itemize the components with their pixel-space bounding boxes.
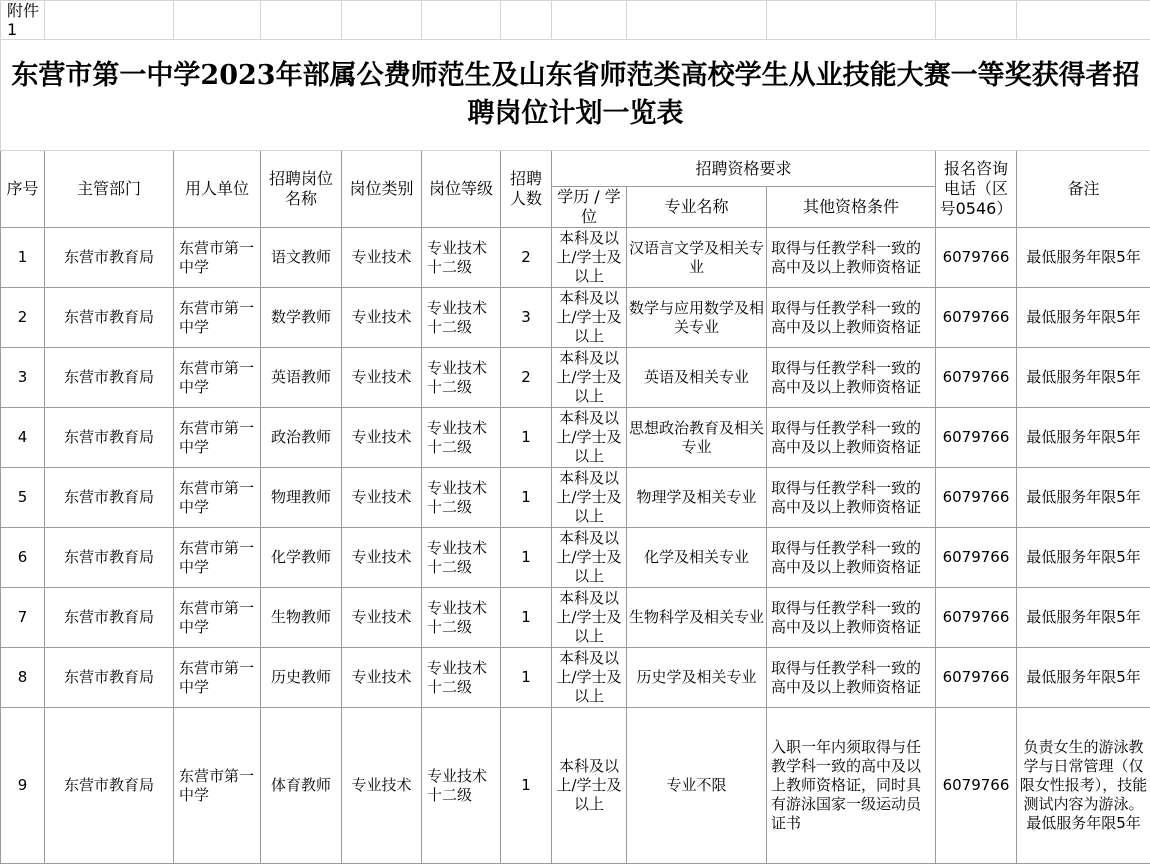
remarks-cell: 最低服务年限5年: [1017, 288, 1150, 348]
remarks-cell: 最低服务年限5年: [1017, 648, 1150, 708]
employer-cell: 东营市第一中学: [174, 228, 261, 288]
phone-cell: 6079766: [936, 588, 1017, 648]
department-cell: 东营市教育局: [45, 228, 174, 288]
other-qualifications-cell: 取得与任教学科一致的高中及以上教师资格证: [767, 348, 936, 408]
count-cell: 1: [501, 528, 552, 588]
category-cell: 专业技术: [342, 648, 422, 708]
major-cell: 英语及相关专业: [627, 348, 767, 408]
other-qualifications-cell: 取得与任教学科一致的高中及以上教师资格证: [767, 528, 936, 588]
category-cell: 专业技术: [342, 228, 422, 288]
post-cell: 体育教师: [261, 708, 342, 864]
education-cell: 本科及以上/学士及以上: [552, 288, 627, 348]
remarks-cell: 最低服务年限5年: [1017, 588, 1150, 648]
header-department: 主管部门: [45, 151, 174, 228]
seq-cell: 7: [1, 588, 45, 648]
education-cell: 本科及以上/学士及以上: [552, 648, 627, 708]
education-cell: 本科及以上/学士及以上: [552, 588, 627, 648]
header-other: 其他资格条件: [767, 187, 936, 228]
category-cell: 专业技术: [342, 468, 422, 528]
major-cell: 生物科学及相关专业: [627, 588, 767, 648]
table-row: [1, 348, 1150, 408]
department-cell: 东营市教育局: [45, 408, 174, 468]
category-cell: 专业技术: [342, 288, 422, 348]
table-row: [1, 288, 1150, 348]
department-cell: 东营市教育局: [45, 468, 174, 528]
employer-cell: 东营市第一中学: [174, 408, 261, 468]
department-cell: 东营市教育局: [45, 348, 174, 408]
header-post-category: 岗位类别: [342, 151, 422, 228]
table-row: [1, 588, 1150, 648]
employer-cell: 东营市第一中学: [174, 528, 261, 588]
major-cell: 思想政治教育及相关专业: [627, 408, 767, 468]
post-cell: 政治教师: [261, 408, 342, 468]
header-phone: 报名咨询电话（区号0546）: [936, 151, 1017, 228]
count-cell: 2: [501, 348, 552, 408]
post-cell: 化学教师: [261, 528, 342, 588]
other-qualifications-cell: 取得与任教学科一致的高中及以上教师资格证: [767, 228, 936, 288]
count-cell: 1: [501, 468, 552, 528]
seq-cell: 5: [1, 468, 45, 528]
count-cell: 1: [501, 408, 552, 468]
major-cell: 数学与应用数学及相关专业: [627, 288, 767, 348]
table-row: [1, 708, 1150, 864]
phone-cell: 6079766: [936, 228, 1017, 288]
seq-cell: 9: [1, 708, 45, 864]
phone-cell: 6079766: [936, 468, 1017, 528]
table-row: [1, 648, 1150, 708]
header-post-level: 岗位等级: [422, 151, 501, 228]
count-cell: 1: [501, 708, 552, 864]
department-cell: 东营市教育局: [45, 588, 174, 648]
education-cell: 本科及以上/学士及以上: [552, 228, 627, 288]
header-major: 专业名称: [627, 187, 767, 228]
major-cell: 化学及相关专业: [627, 528, 767, 588]
remarks-cell: 最低服务年限5年: [1017, 228, 1150, 288]
employer-cell: 东营市第一中学: [174, 288, 261, 348]
title-row: [1, 40, 1150, 151]
remarks-cell: 最低服务年限5年: [1017, 348, 1150, 408]
post-cell: 物理教师: [261, 468, 342, 528]
attachment-label: 附件1: [1, 1, 45, 40]
table-row: [1, 468, 1150, 528]
category-cell: 专业技术: [342, 528, 422, 588]
category-cell: 专业技术: [342, 408, 422, 468]
employer-cell: 东营市第一中学: [174, 708, 261, 864]
level-cell: 专业技术十二级: [422, 348, 501, 408]
seq-cell: 2: [1, 288, 45, 348]
remarks-cell: 最低服务年限5年: [1017, 408, 1150, 468]
header-count: 招聘人数: [501, 151, 552, 228]
other-qualifications-cell: 入职一年内须取得与任教学科一致的高中及以上教师资格证，同时具有游泳国家一级运动员证书: [767, 708, 936, 864]
header-seq: 序号: [1, 151, 45, 228]
post-cell: 数学教师: [261, 288, 342, 348]
education-cell: 本科及以上/学士及以上: [552, 528, 627, 588]
department-cell: 东营市教育局: [45, 648, 174, 708]
level-cell: 专业技术十二级: [422, 228, 501, 288]
department-cell: 东营市教育局: [45, 708, 174, 864]
employer-cell: 东营市第一中学: [174, 588, 261, 648]
other-qualifications-cell: 取得与任教学科一致的高中及以上教师资格证: [767, 588, 936, 648]
other-qualifications-cell: 取得与任教学科一致的高中及以上教师资格证: [767, 408, 936, 468]
education-cell: 本科及以上/学士及以上: [552, 348, 627, 408]
attachment-row: [1, 1, 1150, 40]
seq-cell: 3: [1, 348, 45, 408]
remarks-cell: 最低服务年限5年: [1017, 468, 1150, 528]
level-cell: 专业技术十二级: [422, 588, 501, 648]
table-row: [1, 228, 1150, 288]
major-cell: 物理学及相关专业: [627, 468, 767, 528]
employer-cell: 东营市第一中学: [174, 648, 261, 708]
post-cell: 生物教师: [261, 588, 342, 648]
phone-cell: 6079766: [936, 528, 1017, 588]
post-cell: 语文教师: [261, 228, 342, 288]
other-qualifications-cell: 取得与任教学科一致的高中及以上教师资格证: [767, 648, 936, 708]
header-remarks: 备注: [1017, 151, 1150, 228]
table-row: [1, 408, 1150, 468]
department-cell: 东营市教育局: [45, 528, 174, 588]
level-cell: 专业技术十二级: [422, 708, 501, 864]
seq-cell: 8: [1, 648, 45, 708]
seq-cell: 6: [1, 528, 45, 588]
header-education: 学历 / 学位: [552, 187, 627, 228]
other-qualifications-cell: 取得与任教学科一致的高中及以上教师资格证: [767, 288, 936, 348]
seq-cell: 4: [1, 408, 45, 468]
category-cell: 专业技术: [342, 588, 422, 648]
education-cell: 本科及以上/学士及以上: [552, 408, 627, 468]
phone-cell: 6079766: [936, 708, 1017, 864]
employer-cell: 东营市第一中学: [174, 348, 261, 408]
count-cell: 2: [501, 228, 552, 288]
department-cell: 东营市教育局: [45, 288, 174, 348]
employer-cell: 东营市第一中学: [174, 468, 261, 528]
phone-cell: 6079766: [936, 288, 1017, 348]
phone-cell: 6079766: [936, 408, 1017, 468]
remarks-cell: 负责女生的游泳教学与日常管理（仅限女性报考），技能测试内容为游泳。最低服务年限5年: [1017, 708, 1150, 864]
header-post-name: 招聘岗位名称: [261, 151, 342, 228]
category-cell: 专业技术: [342, 708, 422, 864]
category-cell: 专业技术: [342, 348, 422, 408]
level-cell: 专业技术十二级: [422, 468, 501, 528]
header-row-1: [1, 151, 1150, 187]
header-employer: 用人单位: [174, 151, 261, 228]
post-cell: 历史教师: [261, 648, 342, 708]
education-cell: 本科及以上/学士及以上: [552, 468, 627, 528]
remarks-cell: 最低服务年限5年: [1017, 528, 1150, 588]
other-qualifications-cell: 取得与任教学科一致的高中及以上教师资格证: [767, 468, 936, 528]
phone-cell: 6079766: [936, 648, 1017, 708]
phone-cell: 6079766: [936, 348, 1017, 408]
major-cell: 历史学及相关专业: [627, 648, 767, 708]
header-qualifications: 招聘资格要求: [552, 151, 936, 187]
education-cell: 本科及以上/学士及以上: [552, 708, 627, 864]
count-cell: 1: [501, 588, 552, 648]
major-cell: 汉语言文学及相关专业: [627, 228, 767, 288]
table-row: [1, 528, 1150, 588]
count-cell: 3: [501, 288, 552, 348]
major-cell: 专业不限: [627, 708, 767, 864]
count-cell: 1: [501, 648, 552, 708]
table-body: [1, 228, 1150, 864]
level-cell: 专业技术十二级: [422, 408, 501, 468]
post-cell: 英语教师: [261, 348, 342, 408]
page-title: 东营市第一中学2023年部属公费师范生及山东省师范类高校学生从业技能大赛一等奖获得者招聘岗位计划一览表: [1, 40, 1150, 151]
level-cell: 专业技术十二级: [422, 528, 501, 588]
level-cell: 专业技术十二级: [422, 648, 501, 708]
level-cell: 专业技术十二级: [422, 288, 501, 348]
seq-cell: 1: [1, 228, 45, 288]
